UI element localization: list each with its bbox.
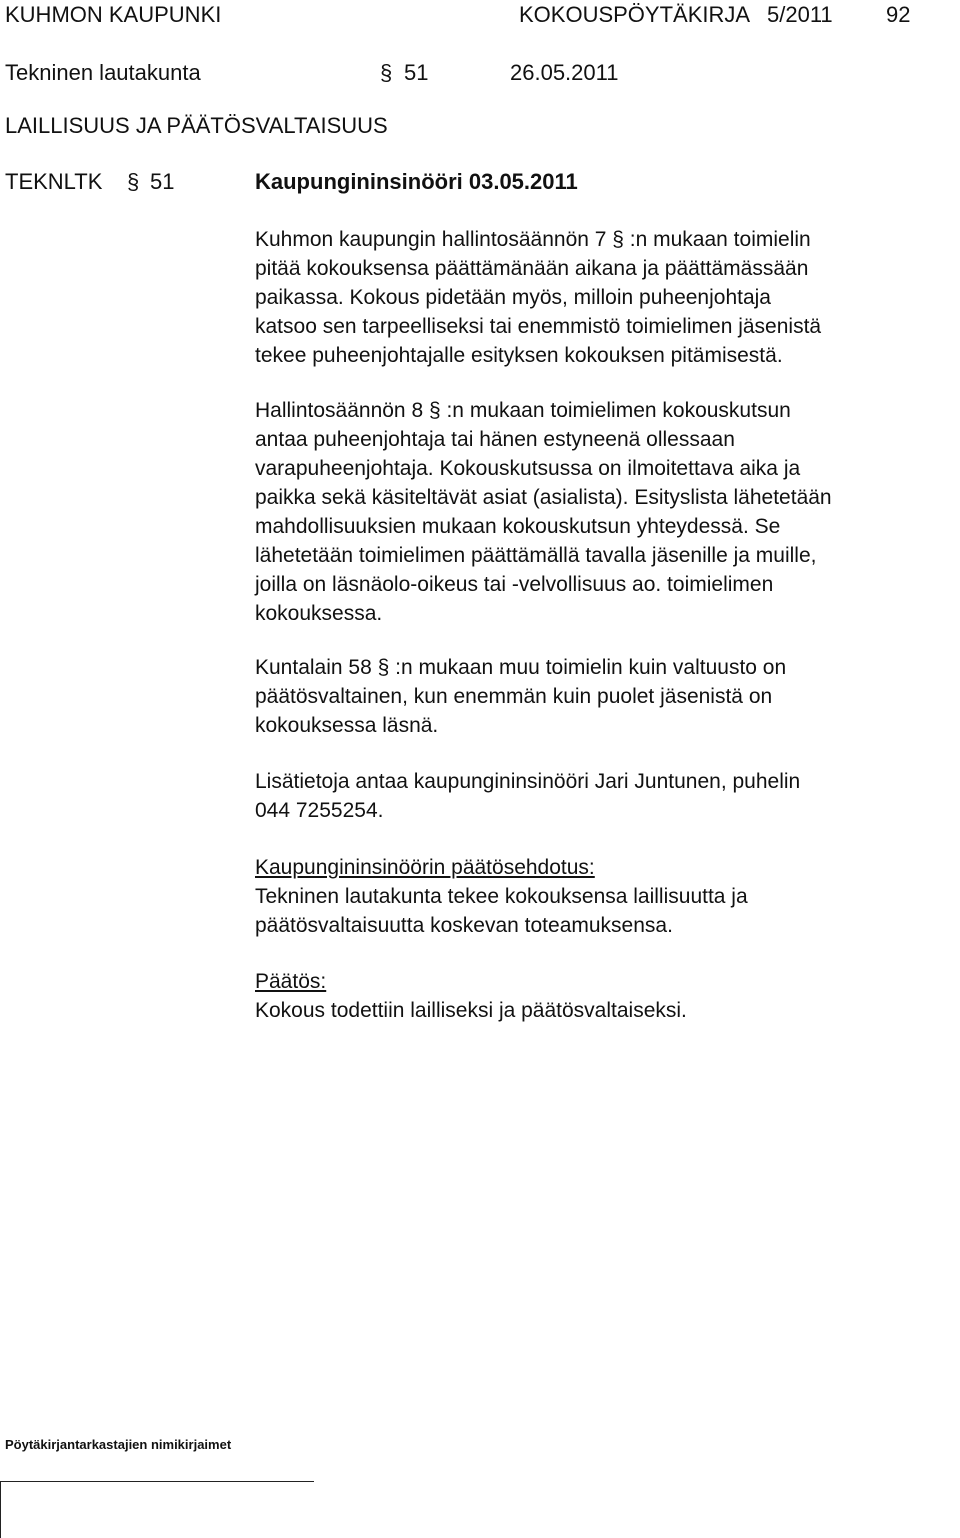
- text-line: tekee puheenjohtajalle esityksen kokouksen pitämisestä.: [255, 344, 783, 367]
- signature-box-top-border: [0, 1481, 314, 1482]
- item-number: 51: [150, 169, 175, 194]
- section-mark: §: [380, 60, 393, 85]
- text-line: Tekninen lautakunta tekee kokouksensa laillisuutta ja: [255, 885, 748, 908]
- paragraph-invitation: [255, 396, 955, 628]
- page-number: 92: [886, 2, 911, 27]
- document-type: KOKOUSPÖYTÄKIRJA: [519, 2, 751, 27]
- document-number: 5/2011: [767, 2, 833, 27]
- preparer-line: Kaupungininsinööri 03.05.2011: [255, 169, 578, 194]
- text-line: 044 7255254.: [255, 799, 384, 822]
- decision-section: [255, 967, 955, 1025]
- text-line: Kuhmon kaupungin hallintosäännön 7 § :n mukaan toimielin: [255, 228, 811, 251]
- proposal-heading: Kaupungininsinöörin päätösehdotus:: [255, 856, 595, 879]
- text-line: päätösvaltainen, kun enemmän kuin puolet jäsenistä on: [255, 685, 773, 708]
- decision-text: Kokous todettiin lailliseksi ja päätösvaltaiseksi.: [255, 999, 687, 1022]
- text-line: joilla on läsnäolo-oikeus tai -velvollisuus ao. toimielimen: [255, 573, 774, 596]
- text-line: pitää kokouksensa päättämänään aikana ja päättämässään: [255, 257, 809, 280]
- item-section-mark: §: [127, 169, 140, 194]
- municipality-name: KUHMON KAUPUNKI: [5, 2, 222, 27]
- text-line: antaa puheenjohtaja tai hänen estyneenä ollessaan: [255, 428, 735, 451]
- paragraph-contact: [255, 767, 955, 825]
- text-line: varapuheenjohtaja. Kokouskutsussa on ilmoitettava aika ja: [255, 457, 801, 480]
- decision-heading: Päätös:: [255, 970, 327, 993]
- text-line: paikassa. Kokous pidetään myös, milloin puheenjohtaja: [255, 286, 771, 309]
- paragraph-meeting-rules: [255, 225, 955, 370]
- text-line: paikka sekä käsiteltävät asiat (asialista). Esityslista lähetetään: [255, 486, 832, 509]
- proposal-section: [255, 853, 955, 940]
- item-title: LAILLISUUS JA PÄÄTÖSVALTAISUUS: [5, 113, 388, 138]
- text-line: Lisätietoja antaa kaupungininsinööri Jari Juntunen, puhelin: [255, 770, 801, 793]
- text-line: kokouksessa läsnä.: [255, 714, 439, 737]
- meeting-date: 26.05.2011: [510, 60, 619, 85]
- item-code: TEKNLTK: [5, 169, 103, 194]
- text-line: katsoo sen tarpeelliseksi tai enemmistö toimielimen jäsenistä: [255, 315, 822, 338]
- text-line: mahdollisuuksien mukaan kokouskutsun yhteydessä. Se: [255, 515, 781, 538]
- signature-label: Pöytäkirjantarkastajien nimikirjaimet: [5, 1437, 232, 1452]
- signature-box-left-border: [0, 1481, 1, 1538]
- text-line: Hallintosäännön 8 § :n mukaan toimielimen kokouskutsun: [255, 399, 791, 422]
- board-name: Tekninen lautakunta: [5, 60, 201, 85]
- paragraph-quorum: [255, 653, 955, 740]
- text-line: kokouksessa.: [255, 602, 383, 625]
- text-line: Kuntalain 58 § :n mukaan muu toimielin kuin valtuusto on: [255, 656, 787, 679]
- text-line: lähetetään toimielimen päättämällä tavalla jäsenille ja muille,: [255, 544, 817, 567]
- text-line: päätösvaltaisuutta koskevan toteamuksensa.: [255, 914, 673, 937]
- section-number: 51: [404, 60, 429, 85]
